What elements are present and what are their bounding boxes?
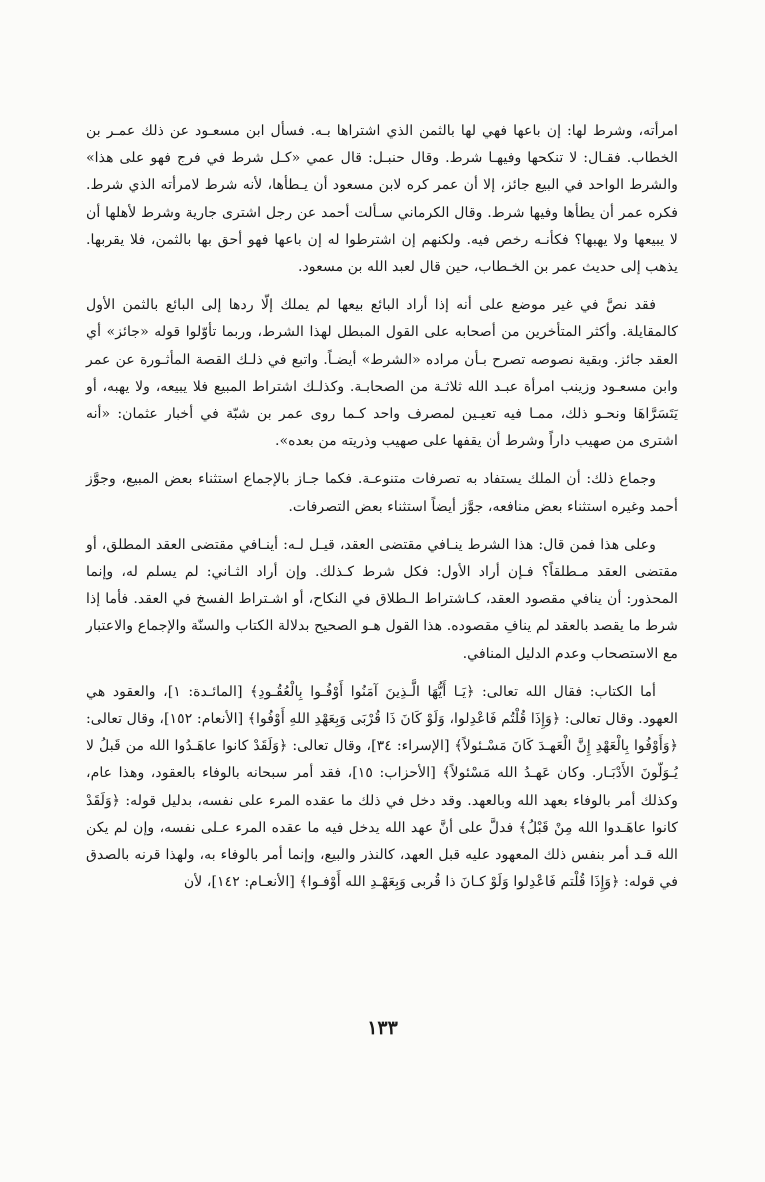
page-number: ١٣٣ <box>367 1017 398 1039</box>
paragraph-2: فقد نصَّ في غير موضع على أنه إذا أراد البائع بيعها لم يملك إلّا ردها إلى البائع بالثمن الأول كالمقايلة. وأكثر المتأخرين من أصحابه على القول المبطل لهذا الشرط، وربما تأوّلوا قوله «جائز» أي العقد جائز. وبقية نصوصه تصرح بـأن مراده «الشرط» أيضـاً. واتبع في ذلـك القصة المأثـورة عن عمر وابن مسعـود وزينب امرأة عبـد الله ثلاثـة من الصحابـة. وكذلـك اشتراط المبيع فلا يبيعه، ولا يهبه، أو يَتَسَرَّاهَا ونحـو ذلك، ممـا فيه تعيـين لمصرف واحد كـما روى عمر بن شبّة في أخبار عثمان: «أنه اشترى من صهيب داراً وشرط أن يقفها على صهيب وذريته من بعده». <box>86 297 678 450</box>
paragraph-3: وجماع ذلك: أن الملك يستفاد به تصرفات متنوعـة. فكما جـاز بالإجماع استثناء بعض المبيع، وجوَّز أحمد وغيره استثناء بعض منافعه، جوَّز أيضاً استثناء بعض التصرفات. <box>86 471 678 515</box>
paragraph-4: وعلى هذا فمن قال: هذا الشرط ينـافي مقتضى العقد، قيـل لـه: أينـافي مقتضى العقد المطلق، أو مقتضى العقد مـطلقاً؟ فـإن أراد الأول: فكل شرط كـذلك. وإن أراد الثـاني: لم يسلم له، وإنما المحذور: أن ينافي مقصود العقد، كـاشتراط الـطلاق في النكاح، أو اشـتراط الفسخ في العقد. فأما إذا شرط ما يقصد بالعقد لم ينافِ مقصوده. هذا القول هـو الصحيح بدلالة الكتاب والسنّة والإجماع والاعتبار مع الاستصحاب وعدم الدليل المنافي. <box>86 536 678 662</box>
paragraph-5: أما الكتاب: فقال الله تعالى: ﴿يَـا أَيُّهَا الَّـذِينَ آمَنُوا أَوْفُـوا بِالْعُقُـودِ﴾ [المائـدة: ١]، والعقود هي العهود. وقال تعالى: ﴿وَإِذَا قُلْتُم فَاعْدِلوا، وَلَوْ كَانَ ذَا قُرْبَى وَبِعَهْدِ اللهِ أَوْفُوا﴾ [الأنعام: ١٥٢]، وقال تعالى: ﴿وَأَوْفُوا بِالْعَهْدِ إِنَّ الْعَهـدَ كَانَ مَسْـئولاً﴾ [الإسراء: ٣٤]، وقال تعالى: ﴿وَلَقَدْ كانوا عاهَـدُوا الله من قَبلُ لا يُـوَلّونَ الأَدْبَـار. وكان عَهـدُ الله مَسْئولاً﴾ [الأحزاب: ١٥]، فقد أمر سبحانه بالوفاء بالعقود، وهذا عام، وكذلك أمر بالوفاء بعهد الله وبالعهد. وقد دخل في ذلك ما عقده المرء على نفسه، بدليل قوله: ﴿وَلَقَدْ كانوا عاهَـدوا الله مِنْ قَبْلُ﴾ فدلَّ على أنَّ عهد الله يدخل فيه ما عقده المرء عـلى نفسه، وإن لم يكن الله قـد أمر بنفس ذلك المعهود عليه قبل العهد، كالنذر والبيع، وإنما أمر بالوفاء به، ولهذا قرنه بالصدق في قوله: ﴿وَإِذَا قُلْتم فَاعْدِلوا وَلَوْ كـانَ ذا قُربى وَبِعَهْـدِ الله أَوْفـوا﴾ [الأنعـام: ١٤٢]، لأن <box>86 683 679 891</box>
body-text <box>86 118 678 907</box>
paragraph-1: امرأته، وشرط لها: إن باعها فهي لها بالثمن الذي اشتراها بـه. فسأل ابن مسعـود عن ذلك عمـر بن الخطاب. فقـال: لا تنكحها وفيهـا شرط. وقال حنبـل: قال عمي «كـل شرط في فرج فهو على هذا» والشرط الواحد في البيع جائز، إلا أن عمر كره لابن مسعود أن يـطأها، لأنه شرط لامرأته الذي شرط. فكره عمر أن يطأها وفيها شرط. وقال الكرماني سـألت أحمد عن رجل اشترى جارية وشرط لأهلها أن لا يبيعها ولا يهبها؟ فكأنـه رخص فيه. ولكنهم إن اشترطوا له إن باعها فهو أحق بها بالثمن، فلا يقربها. يذهب إلى حديث عمر بن الخـطاب، حين قال لعبد الله بن مسعود. <box>86 123 678 276</box>
